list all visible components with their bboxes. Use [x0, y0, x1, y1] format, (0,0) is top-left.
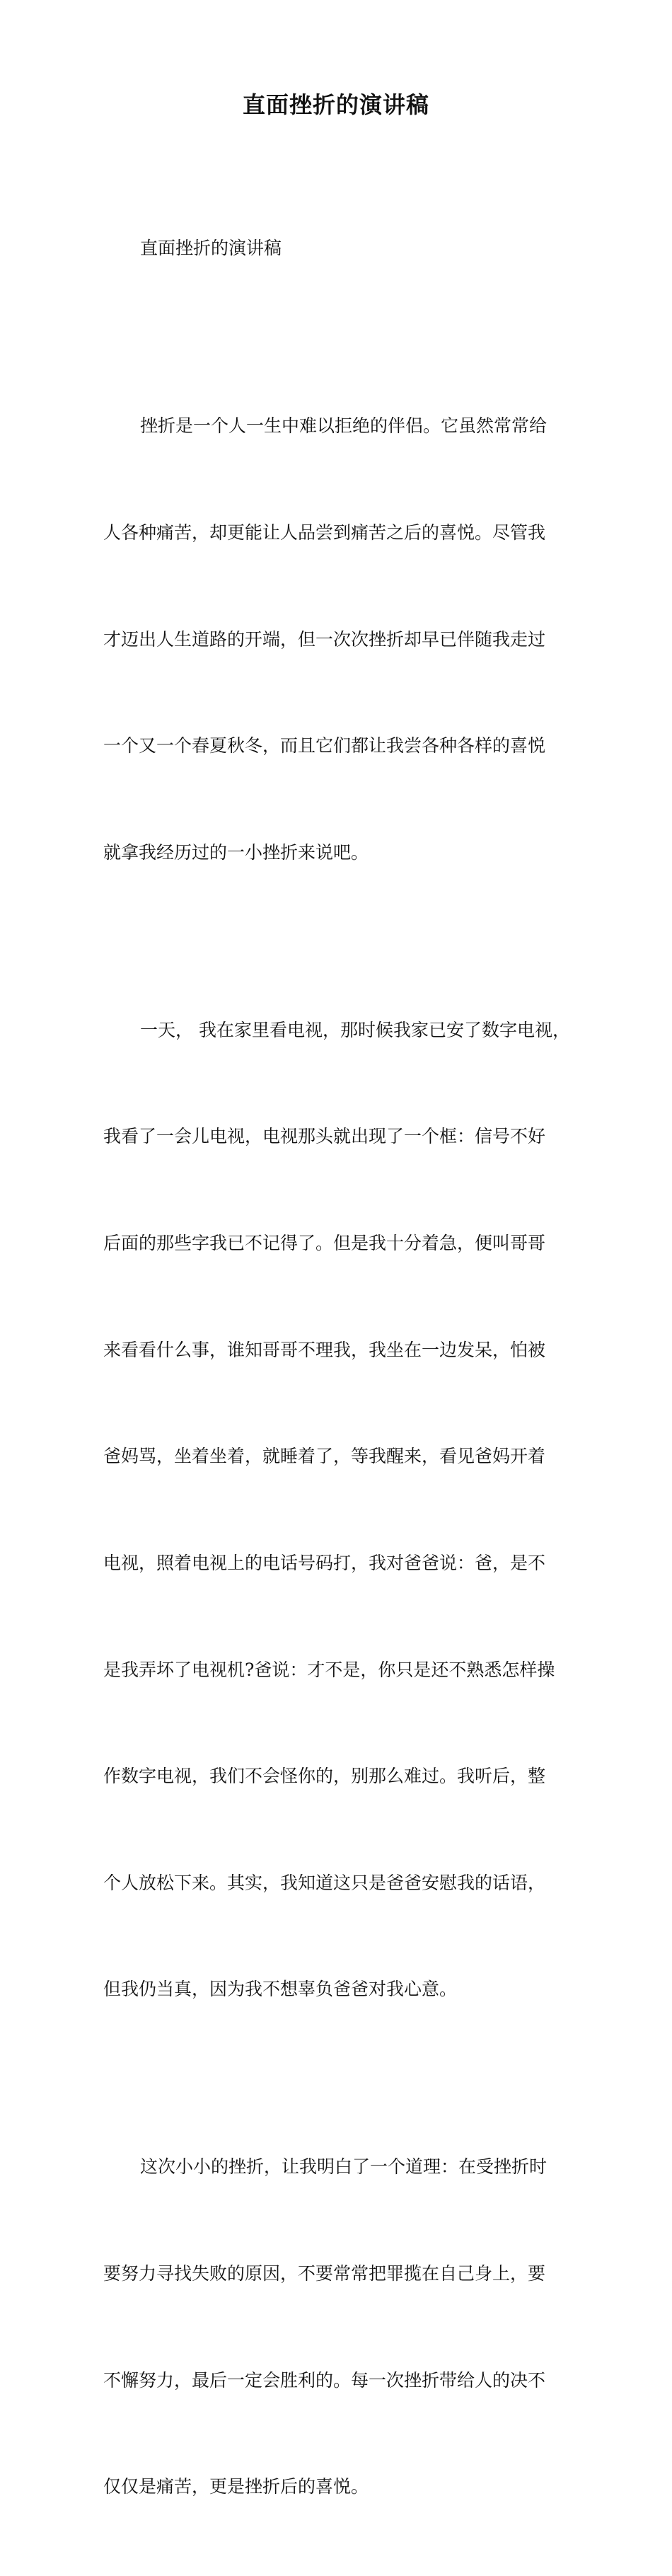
text-line: 人各种痛苦，却更能让人品尝到痛苦之后的喜悦。尽管我 [103, 522, 546, 544]
text-line: 来看看什么事，谁知哥哥不理我，我坐在一边发呆，怕被 [103, 1339, 546, 1360]
text-line: 个人放松下来。其实，我知道这只是爸爸安慰我的话语， [103, 1872, 546, 1893]
text-line: 作数字电视，我们不会怪你的，别那么难过。我听后，整 [103, 1766, 546, 1787]
document-title: 直面挫折的演讲稿 [242, 91, 429, 118]
text-line: 挫折是一个人一生中难以拒绝的伴侣。它虽然常常给 [140, 415, 548, 437]
text-line: 后面的那些字我已不记得了。但是我十分着急，便叫哥哥 [103, 1233, 546, 1254]
paragraph-story [103, 941, 577, 2078]
text-line: 爸妈骂，坐着坐着，就睡着了，等我醒来，看见爸妈开着 [103, 1446, 546, 1467]
text-line: 是我弄坏了电视机?爸说：才不是，你只是还不熟悉怎样操 [103, 1659, 555, 1680]
text-line: 要努力寻找失败的原因，不要常常把罪揽在自己身上，要 [103, 2262, 546, 2284]
text-line: 电视，照着电视上的电话号码打，我对爸爸说：爸，是不 [103, 1552, 546, 1573]
text-line: 一天， 我在家里看电视，那时候我家已安了数字电视， [140, 1019, 570, 1040]
document-body [103, 160, 577, 2576]
text-line: 我看了一会儿电视，电视那头就出现了一个框：信号不好 [103, 1126, 546, 1147]
text-line: 就拿我经历过的一小挫折来说吧。 [103, 841, 369, 863]
text-line: 直面挫折的演讲稿 [140, 238, 282, 259]
text-line: 不懈努力，最后一定会胜利的。每一次挫折带给人的决不 [103, 2369, 546, 2391]
paragraph-intro [103, 338, 577, 941]
text-line: 才迈出人生道路的开端，但一次次挫折却早已伴随我走过 [103, 628, 546, 650]
paragraph-conclusion [103, 2078, 577, 2576]
text-line: 这次小小的挫折，让我明白了一个道理：在受挫折时 [140, 2156, 548, 2178]
paragraph-heading [103, 160, 577, 338]
text-line: 一个又一个春夏秋冬，而且它们都让我尝各种各样的喜悦 [103, 735, 546, 757]
text-line: 仅仅是痛苦，更是挫折后的喜悦。 [103, 2476, 369, 2497]
text-line: 但我仍当真，因为我不想辜负爸爸对我心意。 [103, 1979, 458, 2000]
